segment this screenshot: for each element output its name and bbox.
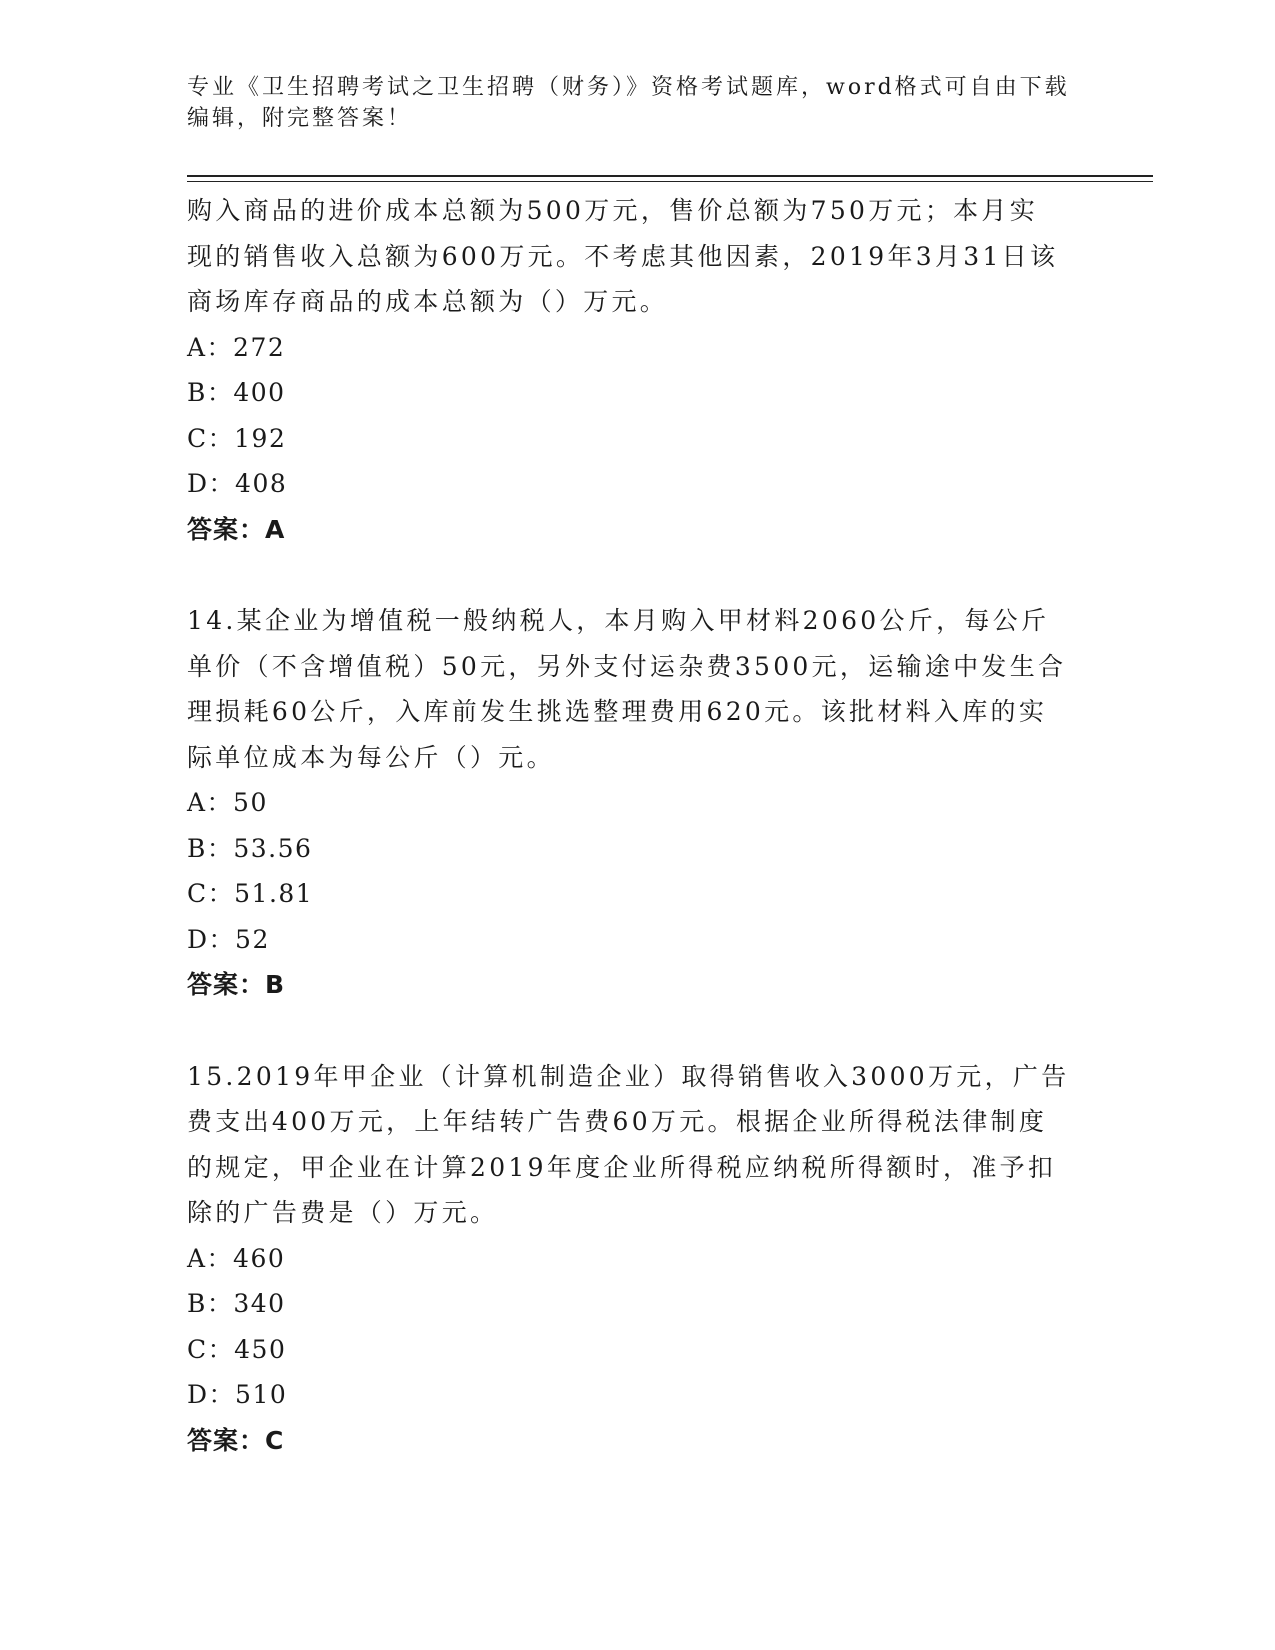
question-spacer bbox=[187, 1008, 1087, 1054]
question-13-option-a: A：272 bbox=[187, 332, 286, 362]
question-spacer bbox=[187, 552, 1087, 598]
question-15-line-3: 的规定，甲企业在计算2019年度企业所得税应纳税所得额时，准予扣 bbox=[187, 1152, 1057, 1182]
question-14-line-4: 际单位成本为每公斤（）元。 bbox=[187, 742, 555, 772]
question-15-option-a: A：460 bbox=[187, 1243, 286, 1273]
question-14-option-b: B：53.56 bbox=[187, 833, 313, 863]
question-15-option-c: C：450 bbox=[187, 1334, 287, 1364]
question-13-line-2: 现的销售收入总额为600万元。不考虑其他因素，2019年3月31日该 bbox=[187, 241, 1059, 271]
header-divider-thin bbox=[187, 181, 1153, 182]
question-14-option-a: A：50 bbox=[187, 788, 268, 817]
question-15-option-b: B：340 bbox=[187, 1289, 286, 1318]
question-14-answer: 答案：B bbox=[187, 970, 286, 999]
question-13-line-3: 商场库存商品的成本总额为（）万元。 bbox=[187, 287, 669, 316]
question-15-option-d: D：510 bbox=[187, 1380, 288, 1409]
question-list bbox=[187, 188, 1087, 1463]
question-14-option-d: D：52 bbox=[187, 924, 270, 954]
question-14 bbox=[187, 598, 1087, 1008]
question-13-line-1: 购入商品的进价成本总额为500万元，售价总额为750万元；本月实 bbox=[187, 196, 1039, 225]
document-header bbox=[187, 72, 1087, 134]
question-15-line-1: 15.2019年甲企业（计算机制造企业）取得销售收入3000万元，广告 bbox=[187, 1061, 1070, 1091]
question-15 bbox=[187, 1054, 1087, 1464]
question-13-option-b: B：400 bbox=[187, 378, 286, 407]
question-14-line-2: 单价（不含增值税）50元，另外支付运杂费3500元，运输途中发生合 bbox=[187, 651, 1067, 681]
question-15-line-4: 除的广告费是（）万元。 bbox=[187, 1198, 499, 1227]
header-line-2: 编辑，附完整答案！ bbox=[187, 106, 413, 131]
question-13-option-d: D：408 bbox=[187, 469, 288, 498]
header-line-1: 专业《卫生招聘考试之卫生招聘（财务）》资格考试题库，word格式可自由下载 bbox=[187, 75, 1070, 100]
question-14-option-c: C：51.81 bbox=[187, 879, 314, 908]
question-15-line-2: 费支出400万元，上年结转广告费60万元。根据企业所得税法律制度 bbox=[187, 1107, 1048, 1136]
question-14-line-3: 理损耗60公斤，入库前发生挑选整理费用620元。该批材料入库的实 bbox=[187, 697, 1048, 726]
question-13-answer: 答案：A bbox=[187, 514, 286, 544]
question-14-line-1: 14.某企业为增值税一般纳税人，本月购入甲材料2060公斤，每公斤 bbox=[187, 606, 1050, 635]
question-15-answer: 答案：C bbox=[187, 1425, 285, 1455]
question-13 bbox=[187, 188, 1087, 552]
header-divider-thick bbox=[187, 175, 1153, 177]
question-13-option-c: C：192 bbox=[187, 423, 287, 453]
